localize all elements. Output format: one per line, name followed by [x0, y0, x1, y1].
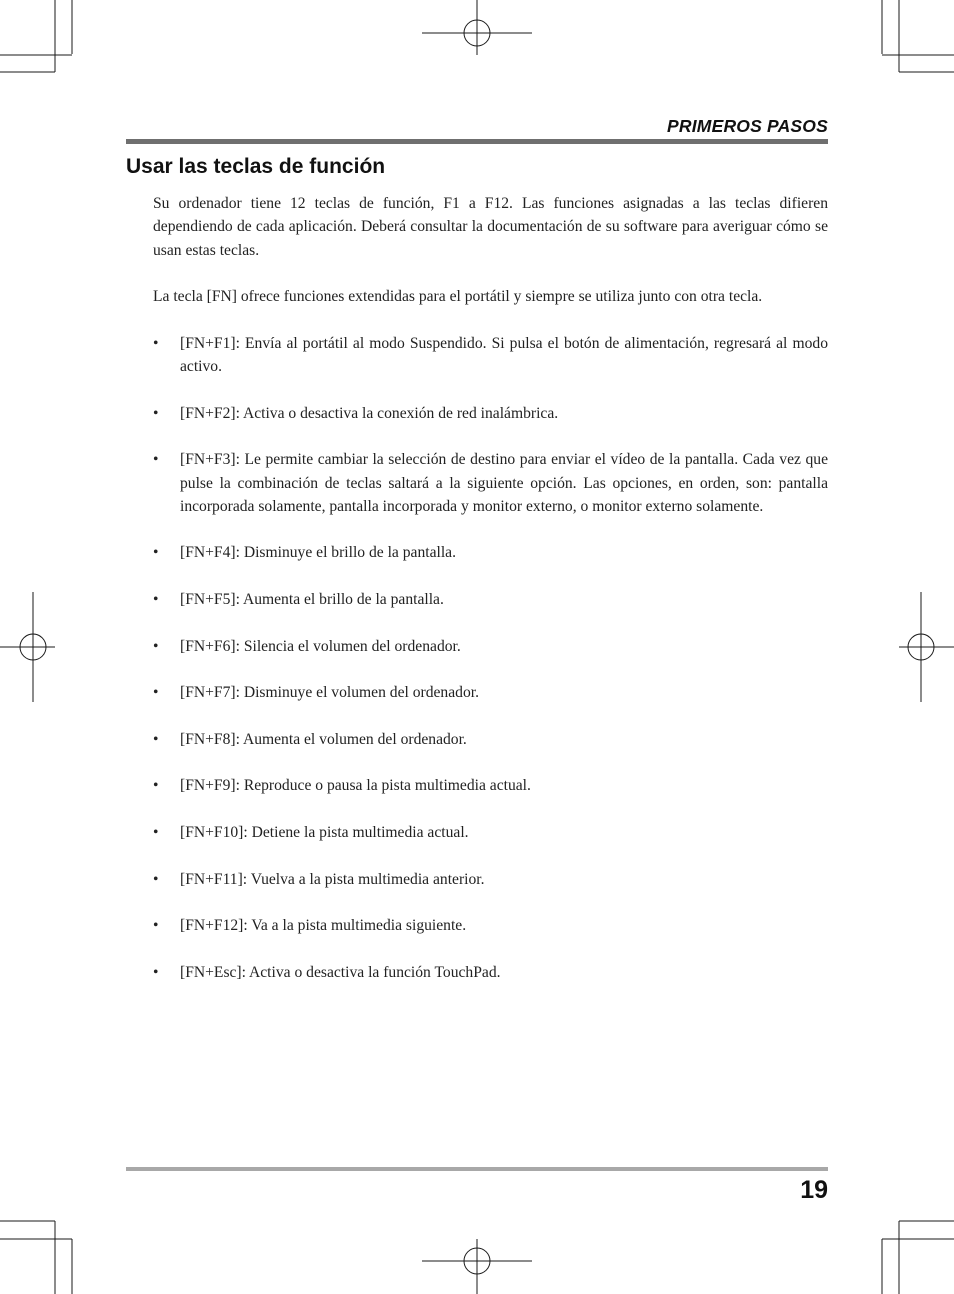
section-heading: Usar las teclas de función [126, 155, 386, 178]
function-key-list [153, 332, 828, 984]
header-divider [126, 139, 828, 144]
list-item-text: [FN+F5]: Aumenta el brillo de la pantalla. [180, 591, 444, 609]
bullet-icon: • [153, 963, 159, 981]
list-item-text: [FN+F9]: Reproduce o pausa la pista multimedia actual. [180, 777, 531, 795]
list-item-text: [FN+F4]: Disminuye el brillo de la pantalla. [180, 544, 457, 562]
list-item-text: [FN+F7]: Disminuye el volumen del ordenador. [180, 684, 479, 702]
bullet-icon: • [153, 334, 159, 352]
list-item-text: [FN+F1]: Envía al portátil al modo Suspendido. Si pulsa el botón de alimentación, regresará al modo activo. [180, 334, 828, 376]
bullet-icon: • [153, 777, 159, 795]
list-item-text: [FN+F6]: Silencia el volumen del ordenador. [180, 637, 461, 655]
list-item [153, 961, 828, 984]
list-item [153, 541, 828, 564]
list-item [153, 402, 828, 425]
list-item [153, 774, 828, 797]
bullet-icon: • [153, 637, 159, 655]
bullet-icon: • [153, 684, 159, 702]
bullet-icon: • [153, 451, 159, 469]
list-item [153, 588, 828, 611]
list-item [153, 332, 828, 379]
intro-paragraph: Su ordenador tiene 12 teclas de función, F1 a F12. Las funciones asignadas a las teclas difieren dependiendo de cada aplicación. Deberá consultar la documentación de su software para averiguar cómo se usan estas teclas. [153, 195, 828, 259]
footer-divider [126, 1167, 828, 1171]
bullet-icon: • [153, 730, 159, 748]
bullet-icon: • [153, 917, 159, 935]
list-item-text: [FN+F10]: Detiene la pista multimedia actual. [180, 824, 469, 842]
list-item [153, 868, 828, 891]
bullet-icon: • [153, 544, 159, 562]
list-item-text: [FN+F11]: Vuelva a la pista multimedia anterior. [180, 870, 485, 888]
list-item [153, 821, 828, 844]
list-item [153, 914, 828, 937]
list-item [153, 448, 828, 518]
bullet-icon: • [153, 404, 159, 422]
list-item [153, 635, 828, 658]
list-item-text: [FN+F12]: Va a la pista multimedia siguiente. [180, 917, 467, 935]
page-body [153, 192, 828, 1007]
bullet-icon: • [153, 870, 159, 888]
page-number: 19 [800, 1176, 828, 1204]
list-item-text: [FN+F3]: Le permite cambiar la selección de destino para enviar el vídeo de la pantalla. Cada vez que pulse la combinación de teclas saltará a la siguiente opción. Las opciones, en orden, son: pantalla incorporada solamente, pantalla incorporada y monitor externo, o monitor externo solamente. [180, 451, 828, 515]
fn-key-paragraph: La tecla [FN] ofrece funciones extendidas para el portátil y siempre se utiliza junto con otra tecla. [153, 288, 763, 306]
bullet-icon: • [153, 824, 159, 842]
list-item [153, 681, 828, 704]
running-header: PRIMEROS PASOS [667, 116, 828, 136]
list-item-text: [FN+F2]: Activa o desactiva la conexión de red inalámbrica. [180, 404, 559, 422]
list-item-text: [FN+F8]: Aumenta el volumen del ordenador. [180, 730, 467, 748]
list-item-text: [FN+Esc]: Activa o desactiva la función TouchPad. [180, 963, 501, 981]
list-item [153, 728, 828, 751]
bullet-icon: • [153, 591, 159, 609]
